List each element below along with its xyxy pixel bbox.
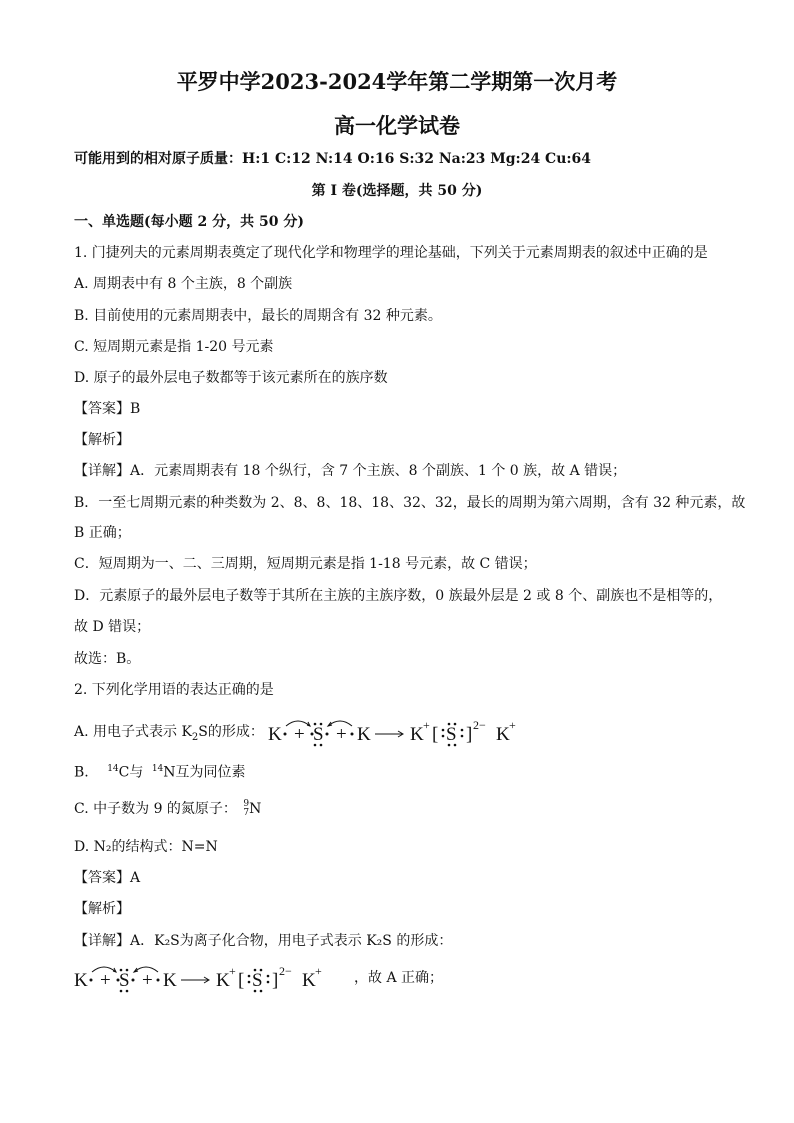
q1-detail-line: C．短周期为一、二、三周期，短周期元素是指 1-18 号元素，故 C 错误； — [74, 556, 537, 572]
q1-detail-line: D．元素原子的最外层电子数等于其所在主族的主族序数，0 族最外层是 2 或 8 个、副族也不是相等的， — [74, 588, 723, 604]
svg-text:K: K — [268, 724, 283, 745]
svg-text:K: K — [74, 970, 88, 991]
svg-text:+: + — [509, 718, 517, 732]
q2-option-c: C. 中子数为 9 的氮原子： 9 7 N — [74, 799, 262, 818]
atomic-masses: 可能用到的相对原子质量：H:1 C:12 N:14 O:16 S:32 Na:23 Mg:24 Cu:64 — [74, 151, 592, 167]
svg-text:+: + — [294, 724, 306, 745]
q2-option-b: B. $^{14}$C与 $^{14}$N互为同位素 — [74, 764, 246, 781]
q2-analysis-label: 【解析】 — [74, 901, 130, 917]
svg-text:S: S — [252, 970, 263, 991]
q1-option-b: B. 目前使用的元素周期表中，最长的周期含有 32 种元素。 — [74, 308, 442, 324]
electron-formula-k2s — [268, 716, 558, 748]
q2-answer: 【答案】A — [74, 870, 141, 886]
exam-subtitle: 高一化学试卷 — [334, 113, 460, 138]
svg-text:K: K — [357, 724, 372, 745]
q1-detail-line: B．一至七周期元素的种类数为 2、8、8、18、18、32、32，最长的周期为第六周期，含有 32 种元素，故 — [74, 495, 746, 511]
svg-text:]: ] — [466, 724, 473, 745]
q2-option-d: D. N₂的结构式：N=N — [74, 839, 218, 855]
svg-text:S: S — [313, 724, 324, 745]
svg-text:+: + — [336, 724, 348, 745]
svg-text:+: + — [142, 970, 153, 991]
svg-text:K: K — [216, 970, 230, 991]
q1-answer: 【答案】B — [74, 401, 141, 417]
nuclide-notation: 9 7 — [243, 799, 250, 818]
q1-detail-line: 【详解】A．元素周期表有 18 个纵行，含 7 个主族、8 个副族、1 个 0 族，故 A 错误； — [74, 463, 627, 479]
svg-text:+: + — [423, 718, 431, 732]
q2-detail-line: 【详解】A．K₂S为离子化合物，用电子式表示 K₂S 的形成： — [74, 933, 453, 949]
svg-text:K: K — [496, 724, 511, 745]
svg-text:S: S — [119, 970, 130, 991]
q1-option-d: D. 原子的最外层电子数都等于该元素所在的族序数 — [74, 370, 388, 386]
q1-stem: 1. 门捷列夫的元素周期表奠定了现代化学和物理学的理论基础，下列关于元素周期表的叙述中正确的是 — [74, 245, 708, 261]
svg-text:K: K — [410, 724, 425, 745]
svg-text:+: + — [229, 964, 236, 978]
q1-detail-line: B 正确； — [74, 525, 131, 541]
q1-detail-line: 故选：B。 — [74, 651, 141, 667]
svg-text:]: ] — [272, 970, 279, 991]
svg-text:K: K — [302, 970, 316, 991]
q1-option-a: A. 周期表中有 8 个主族，8 个副族 — [74, 276, 293, 292]
q2-stem: 2. 下列化学用语的表达正确的是 — [74, 682, 274, 698]
svg-text:[: [ — [432, 724, 439, 745]
part-heading: 第 I 卷(选择题，共 50 分) — [311, 183, 483, 199]
electron-formula-k2s-detail — [74, 962, 354, 994]
svg-text:+: + — [100, 970, 111, 991]
q1-detail-line: 故 D 错误； — [74, 619, 151, 635]
exam-title: 平罗中学2023-2024学年第二学期第一次月考 — [176, 69, 618, 94]
q2-detail-formula-line: K + S + K K + [ S ] 2− K + ，故 A 正确； — [74, 962, 443, 994]
svg-text:S: S — [446, 724, 457, 745]
svg-text:2−: 2− — [473, 718, 487, 732]
q2-option-a: A. 用电子式表示 $K_2S$的形成： K + S + K K + [ S ] 2− K + — [74, 716, 558, 748]
q1-analysis-label: 【解析】 — [74, 432, 130, 448]
svg-text:+: + — [315, 964, 322, 978]
svg-text:2−: 2− — [279, 964, 292, 978]
q1-option-c: C. 短周期元素是指 1-20 号元素 — [74, 339, 274, 355]
svg-text:K: K — [163, 970, 177, 991]
section-heading: 一、单选题(每小题 2 分，共 50 分) — [74, 214, 304, 230]
svg-text:[: [ — [238, 970, 245, 991]
